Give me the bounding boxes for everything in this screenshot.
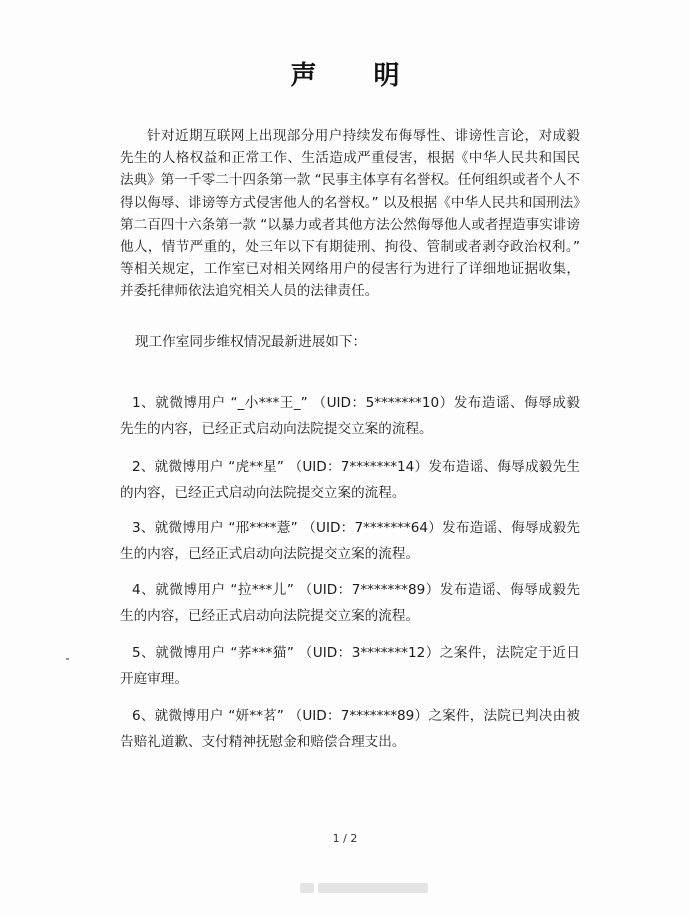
list-item: 6、就微博用户 “妍**茗” （UID：7*******89）之案件，法院已判决由被告赔礼道歉、支付精神抚慰金和赔偿合理支出。 [120,708,580,750]
list-item: 5、就微博用户 “荞***猫” （UID：3*******12）之案件，法院定于近日开庭审理。 [120,645,580,687]
progress-heading: 现工作室同步维权情况最新进展如下： [135,334,367,350]
watermark [300,880,430,896]
list-item: 4、就微博用户 “拉***儿” （UID：7*******89）发布造谣、侮辱成毅先生的内容，已经正式启动向法院提交立案的流程。 [120,582,580,624]
scan-speck [66,658,69,660]
list-item: 3、就微博用户 “邢****薏” （UID：7*******64）发布造谣、侮辱成毅先生的内容，已经正式启动向法院提交立案的流程。 [120,520,580,562]
document-title: 声 明 [290,61,424,91]
watermark-text-blur [318,883,428,893]
page-number: 1 / 2 [332,832,358,845]
list-item: 2、就微博用户 “虎**星” （UID：7*******14）发布造谣、侮辱成毅先生的内容，已经正式启动向法院提交立案的流程。 [120,459,580,501]
list-item: 1、就微博用户 “_小***王_” （UID：5*******10）发布造谣、侮辱成毅先生的内容，已经正式启动向法院提交立案的流程。 [120,395,580,437]
intro-paragraph: 针对近期互联网上出现部分用户持续发布侮辱性、诽谤性言论，对成毅先生的人格权益和正常工作、生活造成严重侵害，根据《中华人民共和国民法典》第一千零二十四条第一款 “民事主体享有名誉权。任何组织或者个人不得以侮辱、诽谤等方式侵害他人的名誉权。” 以及根据《中华人民共和国刑法》第二百四十六条第一款 “以暴力或者其他方法公然侮辱他人或者捏造事实诽谤他人，情节严重的，处三年以下有期徒刑、拘役、管制或者剥夺政治权利。” 等相关规定，工作室已对相关网络用户的侵害行为进行了详细地证据收集，并委托律师依法追究相关人员的法律责任。 [120,128,580,300]
watermark-logo-icon [300,883,314,893]
